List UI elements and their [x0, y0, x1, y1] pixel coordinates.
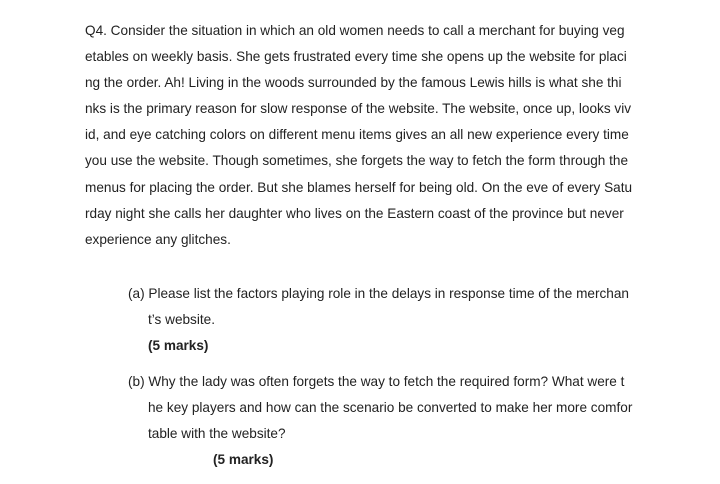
- part-a-marks: (5 marks): [148, 338, 209, 353]
- question-line: Q4. Consider the situation in which an old women needs to call a merchant for buying veg: [85, 23, 625, 38]
- question-line: rday night she calls her daughter who lives on the Eastern coast of the province but never: [85, 206, 624, 221]
- question-line: menus for placing the order. But she blames herself for being old. On the eve of every Satu: [85, 180, 633, 195]
- part-b-line: (b) Why the lady was often forgets the way to fetch the required form? What were t: [128, 374, 625, 389]
- question-line: etables on weekly basis. She gets frustrated every time she opens up the website for placi: [85, 49, 627, 64]
- part-b-marks: (5 marks): [213, 452, 274, 467]
- question-line: nks is the primary reason for slow response of the website. The website, once up, looks viv: [85, 101, 632, 116]
- part-a-line: (a) Please list the factors playing role in the delays in response time of the merchan: [128, 286, 629, 301]
- question-line: ng the order. Ah! Living in the woods surrounded by the famous Lewis hills is what she thi: [85, 75, 622, 90]
- part-b-line: he key players and how can the scenario be converted to make her more comfor: [148, 400, 633, 415]
- part-a-line: t’s website.: [148, 312, 215, 327]
- question-line: experience any glitches.: [85, 232, 231, 247]
- question-line: you use the website. Though sometimes, she forgets the way to fetch the form through the: [85, 153, 629, 168]
- question-line: id, and eye catching colors on different menu items gives an all new experience every time: [85, 127, 629, 142]
- part-b-line: table with the website?: [148, 426, 286, 441]
